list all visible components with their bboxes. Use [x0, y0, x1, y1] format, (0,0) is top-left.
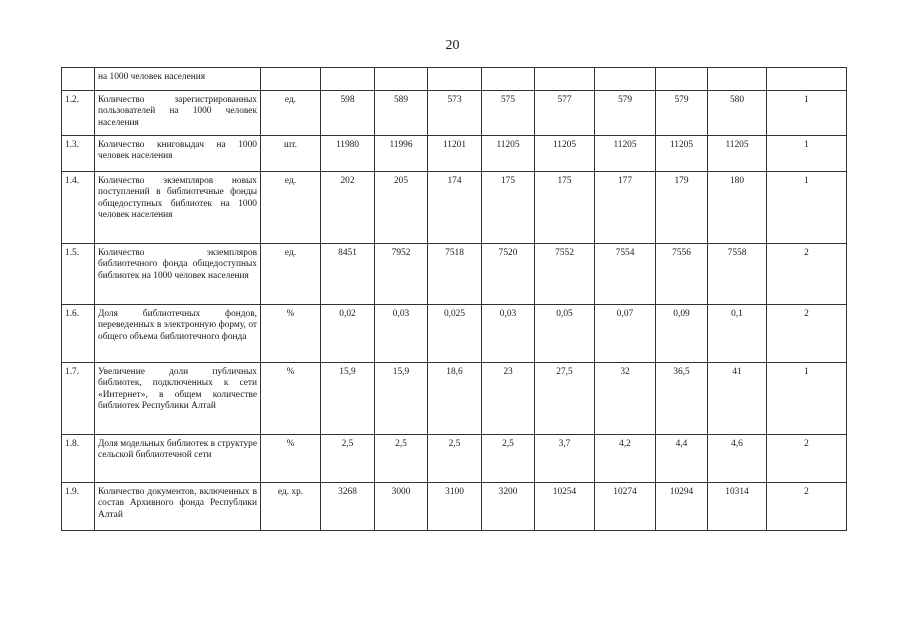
value-cell: 10314 [708, 483, 767, 531]
value-cell: 0,03 [482, 305, 535, 363]
value-cell: 7952 [375, 244, 428, 305]
weight-cell: 2 [767, 483, 847, 531]
table-row [62, 172, 847, 244]
value-cell: 18,6 [428, 363, 482, 435]
value-cell: 23 [482, 363, 535, 435]
value-cell: 0,03 [375, 305, 428, 363]
indicator-name-cell: Увеличение доли публичных библиотек, подключенных к сети «Интернет», в общем количестве библиотек Республики Алтай [95, 363, 261, 435]
value-cell: 7558 [708, 244, 767, 305]
value-cell: 15,9 [375, 363, 428, 435]
value-cell: 202 [321, 172, 375, 244]
indicator-name-cell: Количество зарегистрированных пользователей на 1000 человек населения [95, 91, 261, 136]
indicator-name-cell: на 1000 человек населения [95, 68, 261, 91]
value-cell: 3200 [482, 483, 535, 531]
value-cell: 177 [595, 172, 656, 244]
table-row [62, 435, 847, 483]
row-number-cell: 1.8. [62, 435, 95, 483]
value-cell: 11980 [321, 136, 375, 172]
value-cell: 2,5 [321, 435, 375, 483]
value-cell: 0,05 [535, 305, 595, 363]
value-cell: 36,5 [656, 363, 708, 435]
unit-cell [261, 68, 321, 91]
value-cell [482, 68, 535, 91]
table-row [62, 363, 847, 435]
row-number-cell: 1.4. [62, 172, 95, 244]
indicator-name-cell: Количество экземпляров библиотечного фонда общедоступных библиотек на 1000 человек населения [95, 244, 261, 305]
value-cell: 11996 [375, 136, 428, 172]
row-number-cell: 1.7. [62, 363, 95, 435]
value-cell: 7518 [428, 244, 482, 305]
unit-cell: шт. [261, 136, 321, 172]
value-cell: 2,5 [482, 435, 535, 483]
value-cell: 32 [595, 363, 656, 435]
value-cell: 0,025 [428, 305, 482, 363]
value-cell: 579 [656, 91, 708, 136]
value-cell: 4,4 [656, 435, 708, 483]
table-row [62, 483, 847, 531]
value-cell: 4,6 [708, 435, 767, 483]
page-number: 20 [445, 38, 460, 53]
value-cell: 7520 [482, 244, 535, 305]
table-body [62, 68, 847, 531]
value-cell: 3100 [428, 483, 482, 531]
value-cell: 3,7 [535, 435, 595, 483]
value-cell: 0,07 [595, 305, 656, 363]
value-cell: 10294 [656, 483, 708, 531]
value-cell: 7554 [595, 244, 656, 305]
value-cell: 11205 [595, 136, 656, 172]
unit-cell: % [261, 363, 321, 435]
unit-cell: ед. [261, 244, 321, 305]
unit-cell: % [261, 435, 321, 483]
indicator-name-cell: Доля модельных библиотек в структуре сельской библиотечной сети [95, 435, 261, 483]
value-cell [656, 68, 708, 91]
value-cell: 11205 [535, 136, 595, 172]
value-cell: 10274 [595, 483, 656, 531]
value-cell: 0,09 [656, 305, 708, 363]
value-cell: 175 [482, 172, 535, 244]
value-cell: 3268 [321, 483, 375, 531]
indicator-name-cell: Количество книговыдач на 1000 человек населения [95, 136, 261, 172]
row-number-cell: 1.3. [62, 136, 95, 172]
value-cell: 179 [656, 172, 708, 244]
table-row [62, 68, 847, 91]
unit-cell: ед. [261, 172, 321, 244]
value-cell: 598 [321, 91, 375, 136]
value-cell: 41 [708, 363, 767, 435]
value-cell [321, 68, 375, 91]
value-cell: 11205 [482, 136, 535, 172]
value-cell: 0,1 [708, 305, 767, 363]
weight-cell [767, 68, 847, 91]
value-cell: 2,5 [428, 435, 482, 483]
unit-cell: % [261, 305, 321, 363]
row-number-cell: 1.2. [62, 91, 95, 136]
value-cell: 27,5 [535, 363, 595, 435]
indicator-name-cell: Количество экземпляров новых поступлений в библиотечные фонды общедоступных библиотек на 1000 человек населения [95, 172, 261, 244]
value-cell: 575 [482, 91, 535, 136]
weight-cell: 1 [767, 363, 847, 435]
row-number-cell: 1.5. [62, 244, 95, 305]
value-cell: 205 [375, 172, 428, 244]
weight-cell: 2 [767, 435, 847, 483]
value-cell [535, 68, 595, 91]
table-row [62, 91, 847, 136]
weight-cell: 1 [767, 172, 847, 244]
value-cell: 589 [375, 91, 428, 136]
value-cell: 10254 [535, 483, 595, 531]
weight-cell: 1 [767, 91, 847, 136]
value-cell: 573 [428, 91, 482, 136]
value-cell: 180 [708, 172, 767, 244]
value-cell: 580 [708, 91, 767, 136]
unit-cell: ед. [261, 91, 321, 136]
unit-cell: ед. хр. [261, 483, 321, 531]
row-number-cell: 1.6. [62, 305, 95, 363]
row-number-cell [62, 68, 95, 91]
value-cell: 7556 [656, 244, 708, 305]
weight-cell: 1 [767, 136, 847, 172]
table-row [62, 136, 847, 172]
value-cell: 8451 [321, 244, 375, 305]
value-cell: 2,5 [375, 435, 428, 483]
value-cell [595, 68, 656, 91]
value-cell: 3000 [375, 483, 428, 531]
value-cell: 11205 [656, 136, 708, 172]
value-cell [708, 68, 767, 91]
value-cell: 11201 [428, 136, 482, 172]
indicator-name-cell: Количество документов, включенных в состав Архивного фонда Республики Алтай [95, 483, 261, 531]
indicators-table [61, 67, 847, 531]
value-cell: 579 [595, 91, 656, 136]
table-row [62, 305, 847, 363]
value-cell: 0,02 [321, 305, 375, 363]
value-cell: 175 [535, 172, 595, 244]
value-cell: 15,9 [321, 363, 375, 435]
value-cell: 174 [428, 172, 482, 244]
row-number-cell: 1.9. [62, 483, 95, 531]
value-cell: 7552 [535, 244, 595, 305]
indicator-name-cell: Доля библиотечных фондов, переведенных в электронную форму, от общего объема библиотечного фонда [95, 305, 261, 363]
weight-cell: 2 [767, 244, 847, 305]
value-cell: 577 [535, 91, 595, 136]
value-cell: 11205 [708, 136, 767, 172]
value-cell [375, 68, 428, 91]
weight-cell: 2 [767, 305, 847, 363]
table-row [62, 244, 847, 305]
value-cell: 4,2 [595, 435, 656, 483]
value-cell [428, 68, 482, 91]
